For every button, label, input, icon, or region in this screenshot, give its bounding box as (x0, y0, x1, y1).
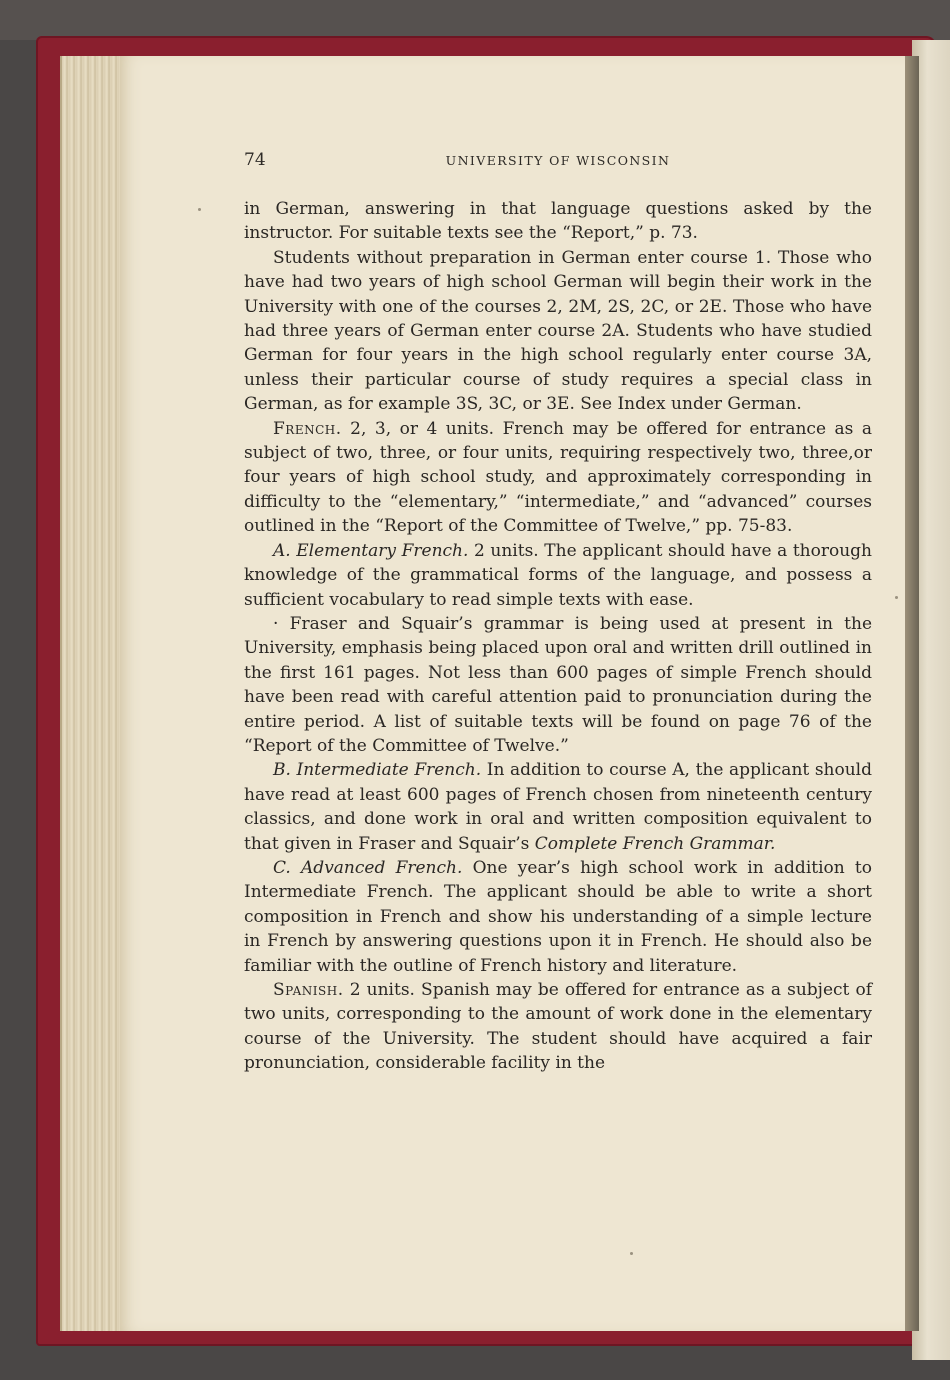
paragraph-spanish-text: 2 units. Spanish may be offered for entrance as a subject of two units, corresponding to the amount of work done in the elementary course of the University. The student should have acquired a fair pronunciation, considerable facility in the (244, 980, 872, 1074)
section-heading-french: French. (273, 418, 342, 439)
paragraph-1 (244, 197, 872, 246)
course-heading-b: B. Intermediate French. (273, 760, 482, 781)
paragraph-intermediate-text: In addition to course A, the applicant should have read at least 600 pages of French chosen from nineteenth century classics, and done work in oral and written composition equivalent to that given in Fraser and Squair’s (244, 760, 873, 854)
paragraph-advanced-french (244, 856, 872, 978)
gutter-shadow (905, 56, 919, 1331)
paragraph-advanced-text: One year’s high school work in addition to Intermediate French. The applicant should be able to write a short composition in French and show his understanding of a simple lecture in French by answering questions upon it in French. He should also be familiar with the outline of French history and literature. (244, 857, 872, 976)
paragraph-intermediate-french (244, 758, 872, 856)
paper-speck (630, 1252, 633, 1255)
paragraph-elementary-text: 2 units. The applicant should have a thorough knowledge of the grammatical forms of the language, and possess a sufficient vocabulary to read simple texts with ease. (244, 540, 873, 610)
page-header (244, 150, 872, 176)
course-heading-a: A. Elementary French. (273, 540, 469, 561)
paragraph-2 (244, 246, 872, 417)
paper-speck (895, 596, 898, 599)
paragraph-french-text: 2, 3, or 4 units. French may be offered for entrance as a subject of two, three, or four units, requiring respectively two, three,or four years of high school study, and approximately corresponding in difficulty to the “elementary,” “intermediate,” and “advanced” courses outlined in the “Report of the Committee of Twelve,” pp. 75-83. (244, 418, 873, 537)
page-number: 74 (244, 150, 266, 170)
page-body (244, 197, 872, 1076)
paragraph-fraser-text: · Fraser and Squair’s grammar is being used at present in the University, emphasis being placed upon oral and written drill outlined in the first 161 pages. Not less than 600 pages of simple French should have been read with careful attention paid to pronunciation during the entire period. A list of suitable texts will be found on page 76 of the “Report of the Committee of Twelve.” (244, 613, 872, 756)
running-head: UNIVERSITY OF WISCONSIN (445, 153, 671, 168)
course-heading-c: C. Advanced French. (273, 857, 463, 878)
paragraph-french (244, 417, 872, 539)
paragraph-fraser-squair (244, 612, 872, 758)
paragraph-elementary-french (244, 539, 872, 612)
paragraph-2-text: Students without preparation in German enter course 1. Those who have had two years of high school German will begin their work in the University with one of the courses 2, 2M, 2S, 2C, or 2E. Those who have had three years of German enter course 2A. Students who have studied German for four years in the high school regularly enter course 3A, unless their particular course of study requires a special class in German, as for example 3S, 3C, or 3E. See Index under German. (244, 247, 872, 415)
section-heading-spanish: Spanish. (273, 980, 344, 1000)
background-top (0, 0, 950, 40)
book-title: Complete French Grammar. (534, 833, 776, 854)
paragraph-1-text: in German, answering in that language questions asked by the instructor. For suitable texts see the “Report,” p. 73. (244, 199, 872, 244)
paper-speck (198, 208, 201, 211)
paragraph-spanish (244, 978, 872, 1076)
